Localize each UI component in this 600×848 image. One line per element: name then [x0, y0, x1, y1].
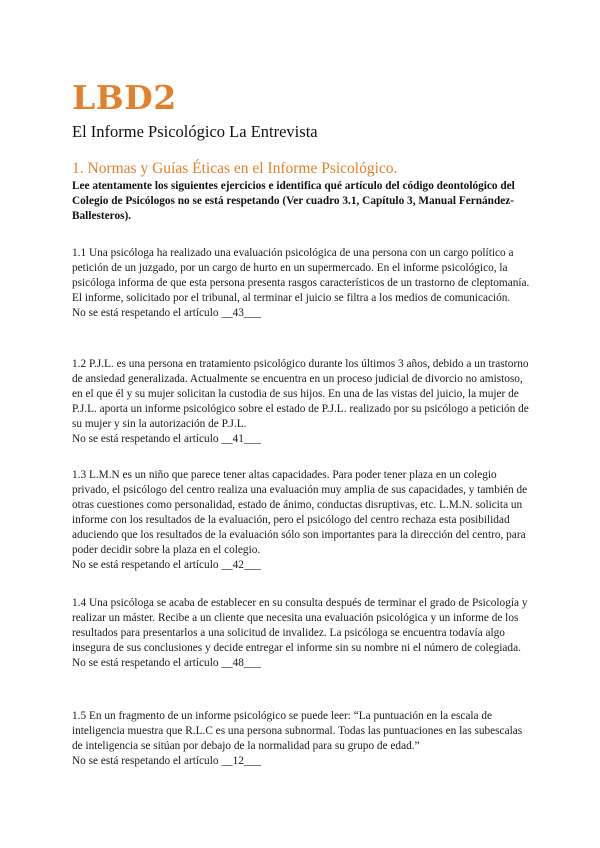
exercise-text: 1.2 P.J.L. es una persona en tratamiento psicológico durante los últimos 3 años, debido a un trastorno de ansiedad generalizada. Actualmente se encuentra en un proceso judicial de divorcio no amistoso, en el que él y su mujer solicitan la custodia de sus hijos. En una de las vistas del juicio, la mujer de P.J.L. aporta un informe psicológico sobre el estado de P.J.L. realizado por su psicólogo a petición de su mujer y sin la autorización de P.J.L.	[72, 358, 529, 430]
exercise-1-3	[72, 468, 532, 573]
exercise-answer: No se está respetando el artículo __41___	[72, 433, 261, 445]
exercise-1-5	[72, 709, 532, 769]
instructions-paragraph: Lee atentamente los siguientes ejercicios e identifica qué artículo del código deontológico del Colegio de Psicólogos no se está respetando (Ver cuadro 3.1, Capítulo 3, Manual Fernández-Ballesteros).	[72, 180, 515, 222]
exercise-answer: No se está respetando el artículo __48___	[72, 657, 261, 669]
exercise-text: 1.3 L.M.N es un niño que parece tener altas capacidades. Para poder tener plaza en un colegio privado, el psicólogo del centro realiza una evaluación muy amplia de sus capacidades, y también de otras cuestiones como personalidad, estado de ánimo, conductas disruptivas, etc. L.M.N. solicita un informe con los resultados de la evaluación, pero el psicólogo del centro rechaza esta posibilidad aduciendo que los resultados de la evaluación sólo son importantes para la dirección del centro, para poder decidir sobre la plaza en el colegio.	[72, 469, 528, 556]
exercise-answer: No se está respetando el artículo __43___	[72, 307, 261, 319]
exercise-answer: No se está respetando el artículo __12___	[72, 755, 261, 767]
exercise-text: 1.5 En un fragmento de un informe psicológico se puede leer: “La puntuación en la escala de inteligencia muestra que R.L.C es una persona subnormal. Todas las puntuaciones en las subescalas de inteligencia se sitúan por debajo de la normalidad para su grupo de edad.”	[72, 710, 523, 752]
exercise-text: 1.1 Una psicóloga ha realizado una evaluación psicológica de una persona con un cargo político a petición de un juzgado, por un cargo de hurto en un supermercado. En el informe psicológico, la psicóloga informa de que esta persona presenta rasgos característicos de un trastorno de cleptomanía. El informe, solicitado por el tribunal, al terminar el juicio se filtra a los medios de comunicación.	[72, 247, 530, 304]
exercise-1-1	[72, 246, 532, 321]
exercise-answer: No se está respetando el artículo __42___	[72, 559, 261, 571]
exercise-1-4	[72, 596, 532, 671]
exercise-1-2	[72, 357, 532, 447]
document-subtitle: El Informe Psicológico La Entrevista	[72, 122, 318, 141]
exercise-text: 1.4 Una psicóloga se acaba de establecer en su consulta después de terminar el grado de Psicología y realizar un máster. Recibe a un cliente que necesita una evaluación psicológica y un informe de los resultados para presentarlos a una solicitud de invalidez. La psicóloga se encuentra todavía algo insegura de sus conclusiones y decide entregar el informe sin su nombre ni el número de colegiada.	[72, 597, 528, 654]
section-heading: 1. Normas y Guías Éticas en el Informe Psicológico.	[72, 160, 398, 177]
document-title: LBD2	[72, 78, 177, 117]
